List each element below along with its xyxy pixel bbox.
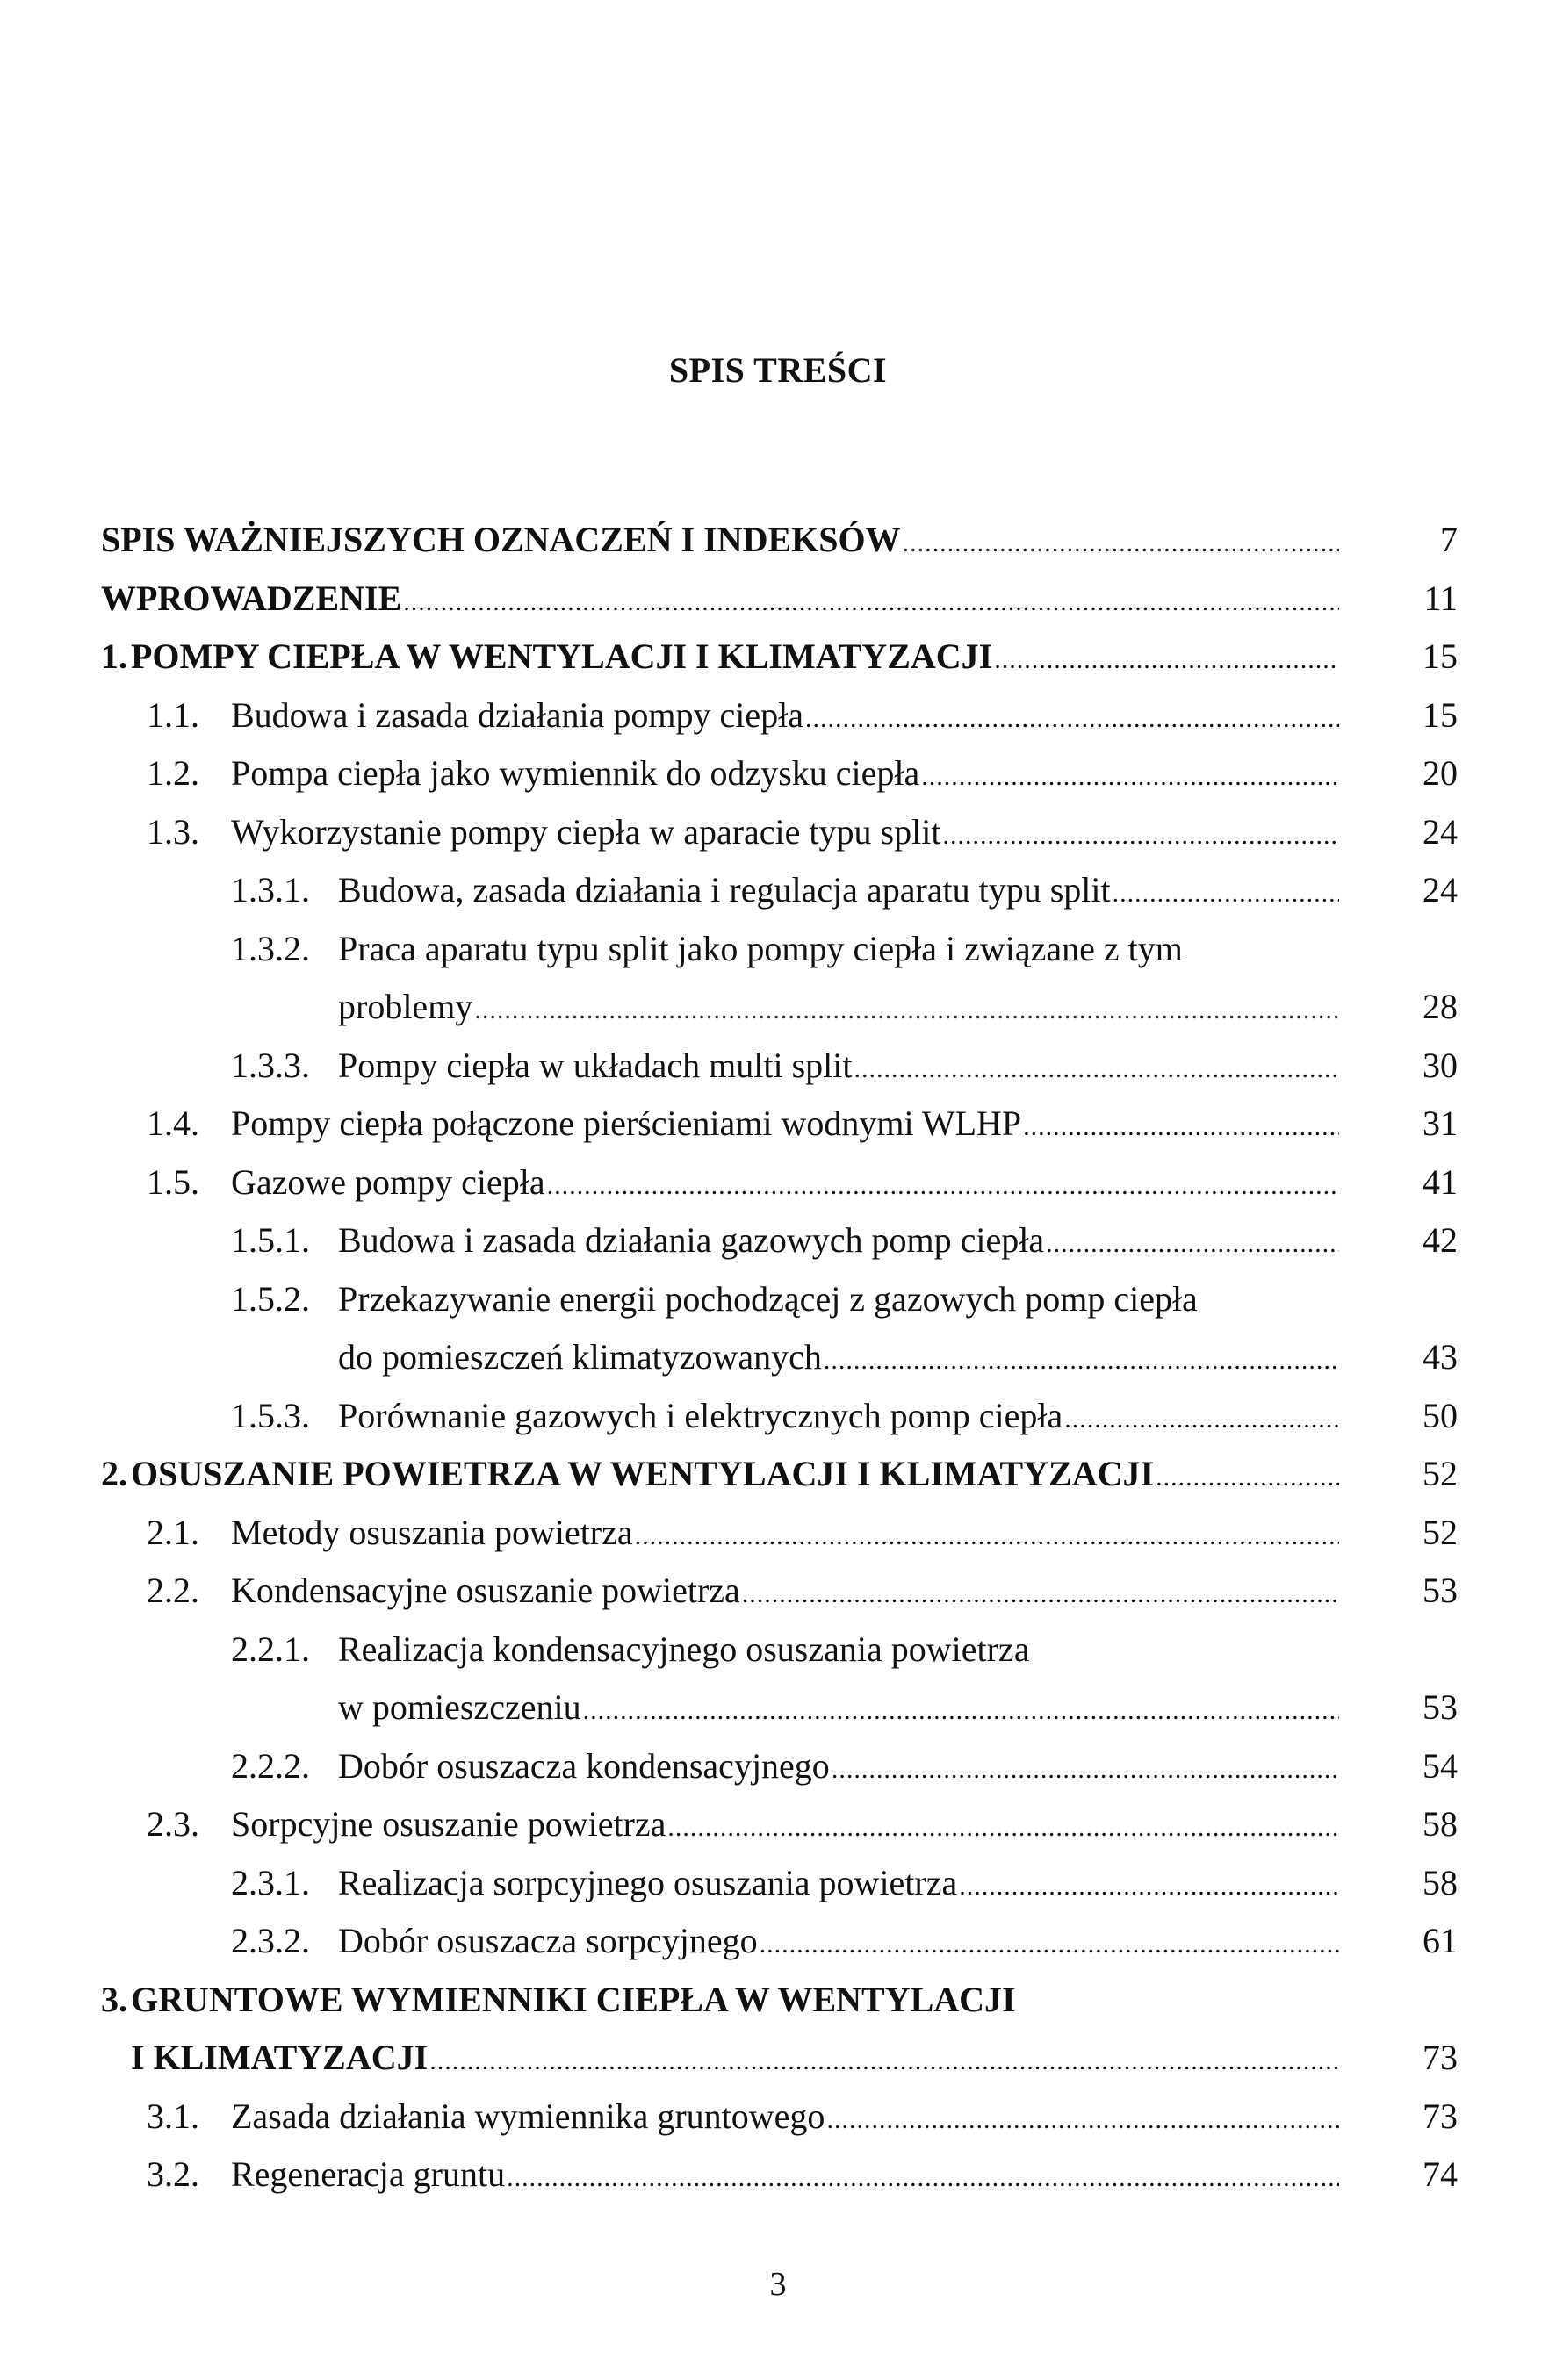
toc-entry-title: Zasada działania wymiennika gruntowego — [231, 2088, 826, 2146]
toc-entry[interactable] — [101, 1037, 1458, 1096]
toc-entry[interactable] — [101, 1095, 1458, 1154]
toc-entry-title: Kondensacyjne osuszanie powietrza — [231, 1562, 742, 1621]
toc-entry-page: 43 — [1423, 1337, 1458, 1377]
toc-entry[interactable] — [101, 1212, 1458, 1270]
toc-entry-title: Pompa ciepła jako wymiennik do odzysku ciepła — [231, 744, 921, 803]
toc-entry[interactable] — [101, 920, 1458, 979]
toc-entry[interactable] — [101, 1679, 1458, 1737]
toc-entry-title: GRUNTOWE WYMIENNIKI CIEPŁA W WENTYLACJI — [131, 1971, 1018, 2030]
toc-entry-page: 41 — [1423, 1161, 1458, 1202]
toc-entry-number: 2.2.1. — [231, 1629, 310, 1669]
toc-entry-page: 31 — [1423, 1104, 1458, 1143]
toc-entry-title: Dobór osuszacza kondensacyjnego — [338, 1737, 832, 1796]
toc-entry-page: 11 — [1423, 578, 1458, 618]
toc-entry-page: 42 — [1423, 1220, 1458, 1260]
toc-entry-number: 3.1. — [147, 2096, 199, 2136]
toc-entry[interactable] — [101, 1971, 1458, 2030]
toc-entry-title: Budowa i zasada działania pompy ciepła — [231, 687, 805, 745]
toc-entry[interactable] — [101, 1445, 1458, 1504]
toc-entry-page: 53 — [1423, 1571, 1458, 1610]
toc-entry[interactable] — [101, 687, 1458, 745]
toc-entry-number: 2.3. — [147, 1804, 199, 1844]
toc-entry-title: Praca aparatu typu split jako pompy ciepła i związane z tym — [338, 920, 1185, 979]
toc-entry-number: 2. — [101, 1454, 127, 1493]
toc-entry-title: Regeneracja gruntu — [231, 2146, 507, 2204]
table-of-contents — [101, 511, 1458, 2204]
toc-entry-page: 58 — [1423, 1804, 1458, 1844]
toc-entry-title: Wykorzystanie pompy ciepła w aparacie typu split — [231, 803, 942, 862]
toc-entry-number: 3. — [101, 1979, 127, 2019]
toc-entry-page: 53 — [1423, 1687, 1458, 1727]
toc-entry-title: Gazowe pompy ciepła — [231, 1154, 547, 1212]
toc-entry-page: 52 — [1423, 1454, 1458, 1493]
toc-entry-number: 1.5. — [147, 1161, 199, 1202]
toc-entry-number: 2.3.2. — [231, 1921, 310, 1960]
toc-entry[interactable] — [101, 1912, 1458, 1971]
toc-entry-number: 2.3.1. — [231, 1862, 310, 1902]
toc-entry-number: 1. — [101, 636, 127, 676]
toc-entry-page: 50 — [1423, 1395, 1458, 1435]
toc-entry-number: 2.1. — [147, 1512, 199, 1552]
toc-entry-page: 52 — [1423, 1512, 1458, 1552]
toc-entry[interactable] — [101, 861, 1458, 920]
toc-entry-number: 1.3.2. — [231, 928, 310, 968]
toc-entry-page: 20 — [1423, 753, 1458, 793]
toc-entry-number: 2.2.2. — [231, 1745, 310, 1786]
page-number: 3 — [769, 2266, 787, 2303]
toc-entry-title: Realizacja sorpcyjnego osuszania powietrza — [338, 1854, 959, 1913]
toc-entry-page: 61 — [1423, 1921, 1458, 1960]
toc-entry-page: 74 — [1423, 2154, 1458, 2194]
toc-entry-title: POMPY CIEPŁA W WENTYLACJI I KLIMATYZACJI — [131, 628, 994, 687]
page-title: SPIS TREŚCI — [668, 350, 888, 390]
toc-entry[interactable] — [101, 1795, 1458, 1854]
toc-entry[interactable] — [101, 1562, 1458, 1621]
toc-entry-page: 73 — [1423, 2096, 1458, 2136]
toc-entry-number: 1.5.3. — [231, 1395, 310, 1435]
toc-entry-number: 2.2. — [147, 1571, 199, 1610]
toc-entry-title: Budowa, zasada działania i regulacja aparatu typu split — [338, 861, 1113, 920]
toc-entry-number: 1.3.1. — [231, 870, 310, 910]
toc-entry-title: w pomieszczeniu — [338, 1679, 583, 1737]
toc-entry[interactable] — [101, 803, 1458, 862]
toc-entry-page: 15 — [1423, 636, 1458, 676]
toc-entry-title: Pompy ciepła w układach multi split — [338, 1037, 854, 1096]
toc-entry-page: 24 — [1423, 870, 1458, 910]
toc-entry[interactable] — [101, 511, 1458, 570]
toc-entry-page: 7 — [1440, 520, 1458, 559]
toc-entry-number: 1.1. — [147, 694, 199, 735]
toc-entry-page: 30 — [1423, 1045, 1458, 1085]
toc-entry-number: 1.5.1. — [231, 1220, 310, 1260]
toc-entry[interactable] — [101, 1387, 1458, 1446]
toc-entry-title: do pomieszczeń klimatyzowanych — [338, 1328, 824, 1387]
toc-entry[interactable] — [101, 2146, 1458, 2204]
toc-entry[interactable] — [101, 1621, 1458, 1679]
toc-entry-page: 73 — [1423, 2038, 1458, 2077]
toc-entry-title: Pompy ciepła połączone pierścieniami wodnymi WLHP — [231, 1095, 1023, 1154]
toc-entry-title: OSUSZANIE POWIETRZA W WENTYLACJI I KLIMATYZACJI — [131, 1445, 1156, 1504]
toc-entry-title: SPIS WAŻNIEJSZYCH OZNACZEŃ I INDEKSÓW — [101, 511, 903, 570]
toc-entry-number: 1.4. — [147, 1104, 199, 1143]
toc-entry-title: Realizacja kondensacyjnego osuszania powietrza — [338, 1621, 1031, 1679]
toc-entry[interactable] — [101, 1270, 1458, 1329]
toc-entry[interactable] — [101, 2029, 1458, 2088]
toc-entry-page: 58 — [1423, 1862, 1458, 1902]
toc-entry-title: Porównanie gazowych i elektrycznych pomp ciepła — [338, 1387, 1064, 1446]
toc-entry[interactable] — [101, 2088, 1458, 2146]
toc-entry-number: 1.5.2. — [231, 1278, 310, 1319]
toc-entry-title: Dobór osuszacza sorpcyjnego — [338, 1912, 760, 1971]
toc-entry[interactable] — [101, 1504, 1458, 1563]
toc-entry[interactable] — [101, 744, 1458, 803]
toc-entry-page: 15 — [1423, 694, 1458, 735]
toc-entry[interactable] — [101, 1328, 1458, 1387]
toc-entry[interactable] — [101, 978, 1458, 1037]
toc-entry[interactable] — [101, 1154, 1458, 1212]
toc-entry[interactable] — [101, 1737, 1458, 1796]
toc-entry-page: 54 — [1423, 1745, 1458, 1786]
toc-entry-title: I KLIMATYZACJI — [131, 2029, 429, 2088]
toc-entry-page: 28 — [1423, 987, 1458, 1026]
toc-entry-title: Metody osuszania powietrza — [231, 1504, 635, 1563]
toc-entry[interactable] — [101, 1854, 1458, 1913]
toc-entry[interactable] — [101, 570, 1458, 629]
toc-entry-number: 3.2. — [147, 2154, 199, 2194]
toc-entry-title: Przekazywanie energii pochodzącej z gazowych pomp ciepła — [338, 1270, 1199, 1329]
toc-entry-number: 1.2. — [147, 753, 199, 793]
toc-entry[interactable] — [101, 628, 1458, 687]
toc-entry-title: problemy — [338, 978, 474, 1037]
toc-entry-number: 1.3.3. — [231, 1045, 310, 1085]
toc-entry-title: Sorpcyjne osuszanie powietrza — [231, 1795, 667, 1854]
toc-entry-page: 24 — [1423, 811, 1458, 852]
toc-entry-title: WPROWADZENIE — [101, 570, 403, 629]
toc-entry-title: Budowa i zasada działania gazowych pomp ciepła — [338, 1212, 1046, 1270]
toc-entry-number: 1.3. — [147, 811, 199, 852]
